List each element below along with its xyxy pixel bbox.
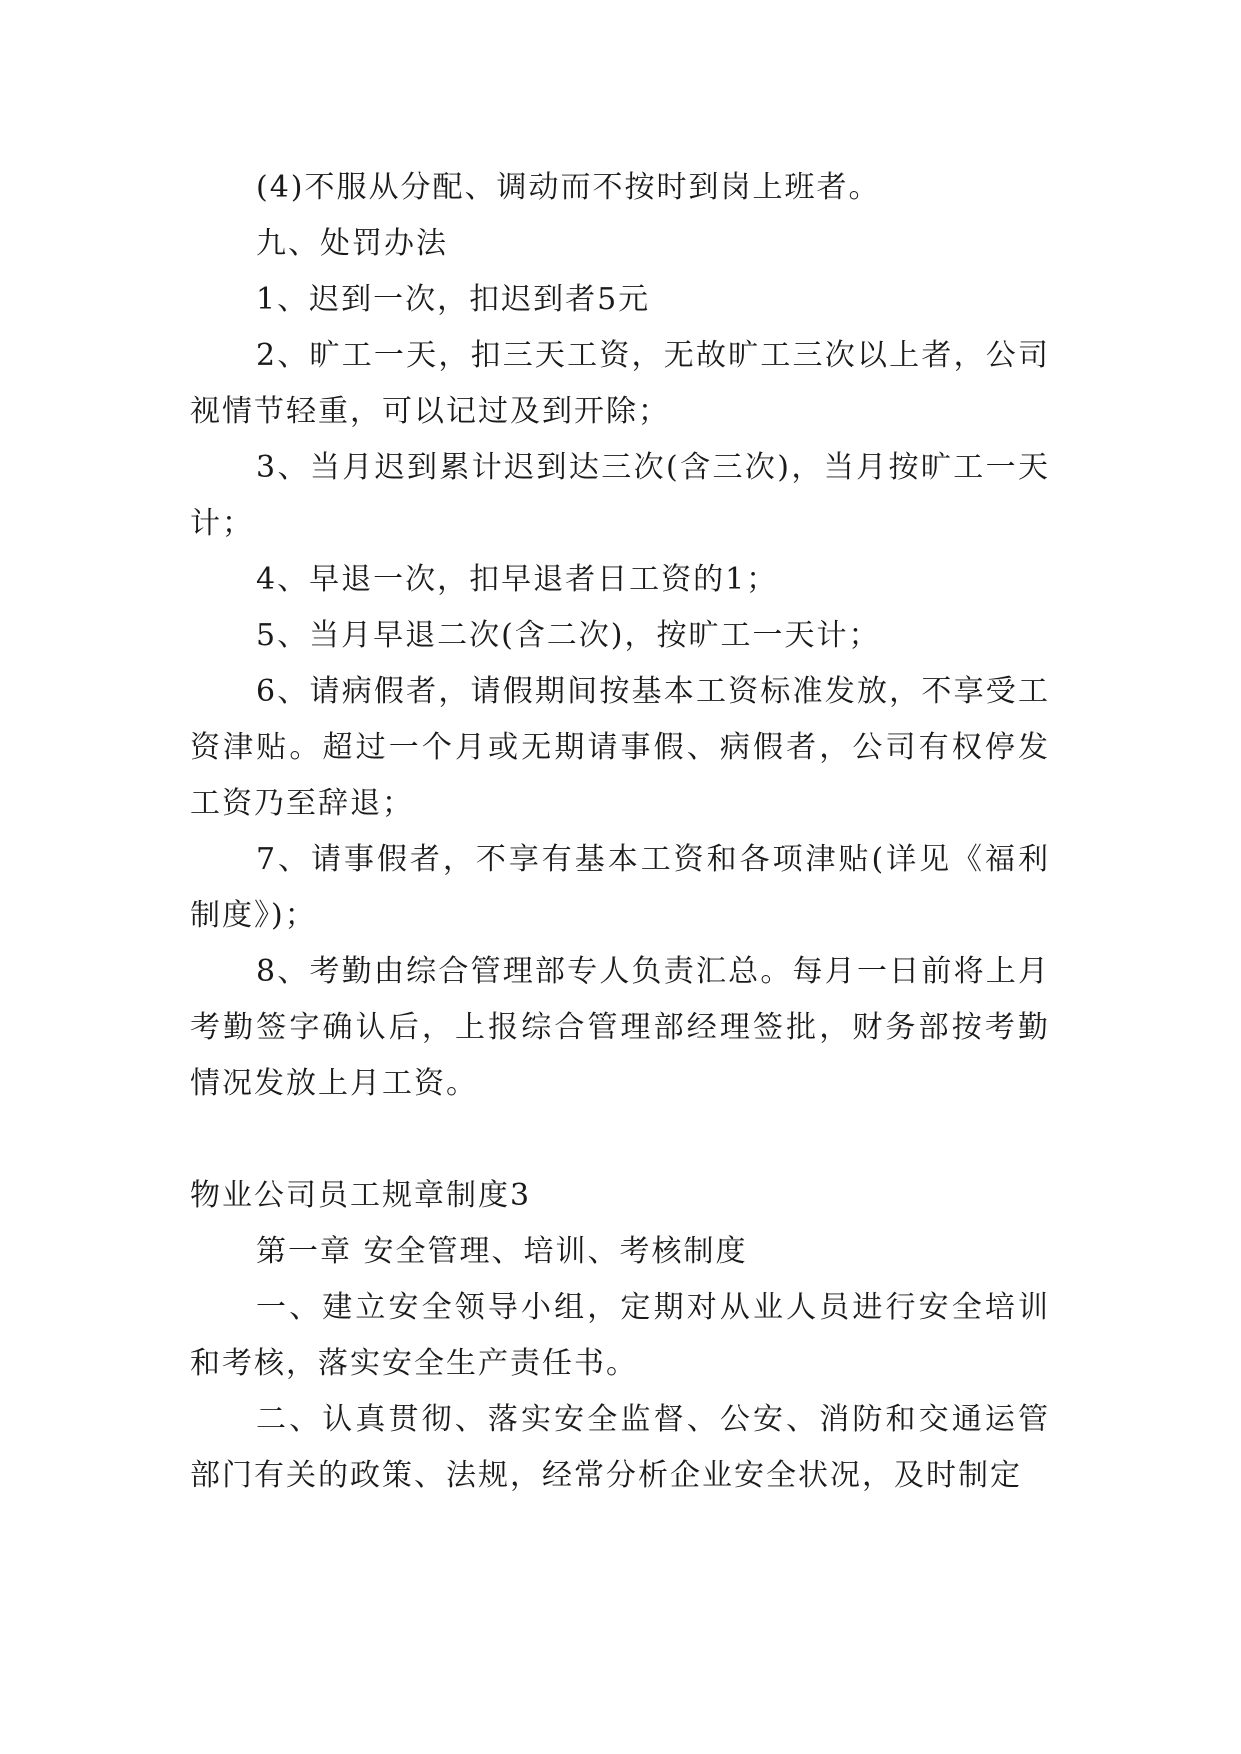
section-spacer [190, 1112, 1050, 1168]
chapter-heading: 第一章 安全管理、培训、考核制度 [256, 1234, 748, 1269]
list-item-6: 6、请病假者，请假期间按基本工资标准发放，不享受工资津贴。超过一个月或无期请事假、病假者，公司有权停发工资乃至辞退； [190, 674, 1050, 821]
document-body [190, 160, 1050, 1504]
list-item-1: 1、迟到一次，扣迟到者5元 [256, 282, 651, 317]
list-item-3: 3、当月迟到累计迟到达三次(含三次)，当月按旷工一天计； [190, 450, 1050, 541]
list-item-2: 2、旷工一天，扣三天工资，无故旷工三次以上者，公司视情节轻重，可以记过及到开除； [190, 338, 1050, 429]
list-item-7: 7、请事假者，不享有基本工资和各项津贴(详见《福利制度》)； [190, 842, 1050, 933]
paragraph-item-4: (4)不服从分配、调动而不按时到岗上班者。 [256, 170, 881, 205]
list-item-4: 4、早退一次，扣早退者日工资的1； [256, 562, 779, 597]
list-item-5: 5、当月早退二次(含二次)，按旷工一天计； [256, 618, 881, 653]
rule-item-2: 二、认真贯彻、落实安全监督、公安、消防和交通运管部门有关的政策、法规，经常分析企业安全状况，及时制定 [190, 1402, 1050, 1493]
list-item-8: 8、考勤由综合管理部专人负责汇总。每月一日前将上月考勤签字确认后，上报综合管理部经理签批，财务部按考勤情况发放上月工资。 [190, 954, 1050, 1101]
section-heading-penalties: 九、处罚办法 [256, 226, 448, 261]
rule-item-1: 一、建立安全领导小组，定期对从业人员进行安全培训和考核，落实安全生产责任书。 [190, 1290, 1050, 1381]
document-title: 物业公司员工规章制度3 [190, 1178, 532, 1213]
